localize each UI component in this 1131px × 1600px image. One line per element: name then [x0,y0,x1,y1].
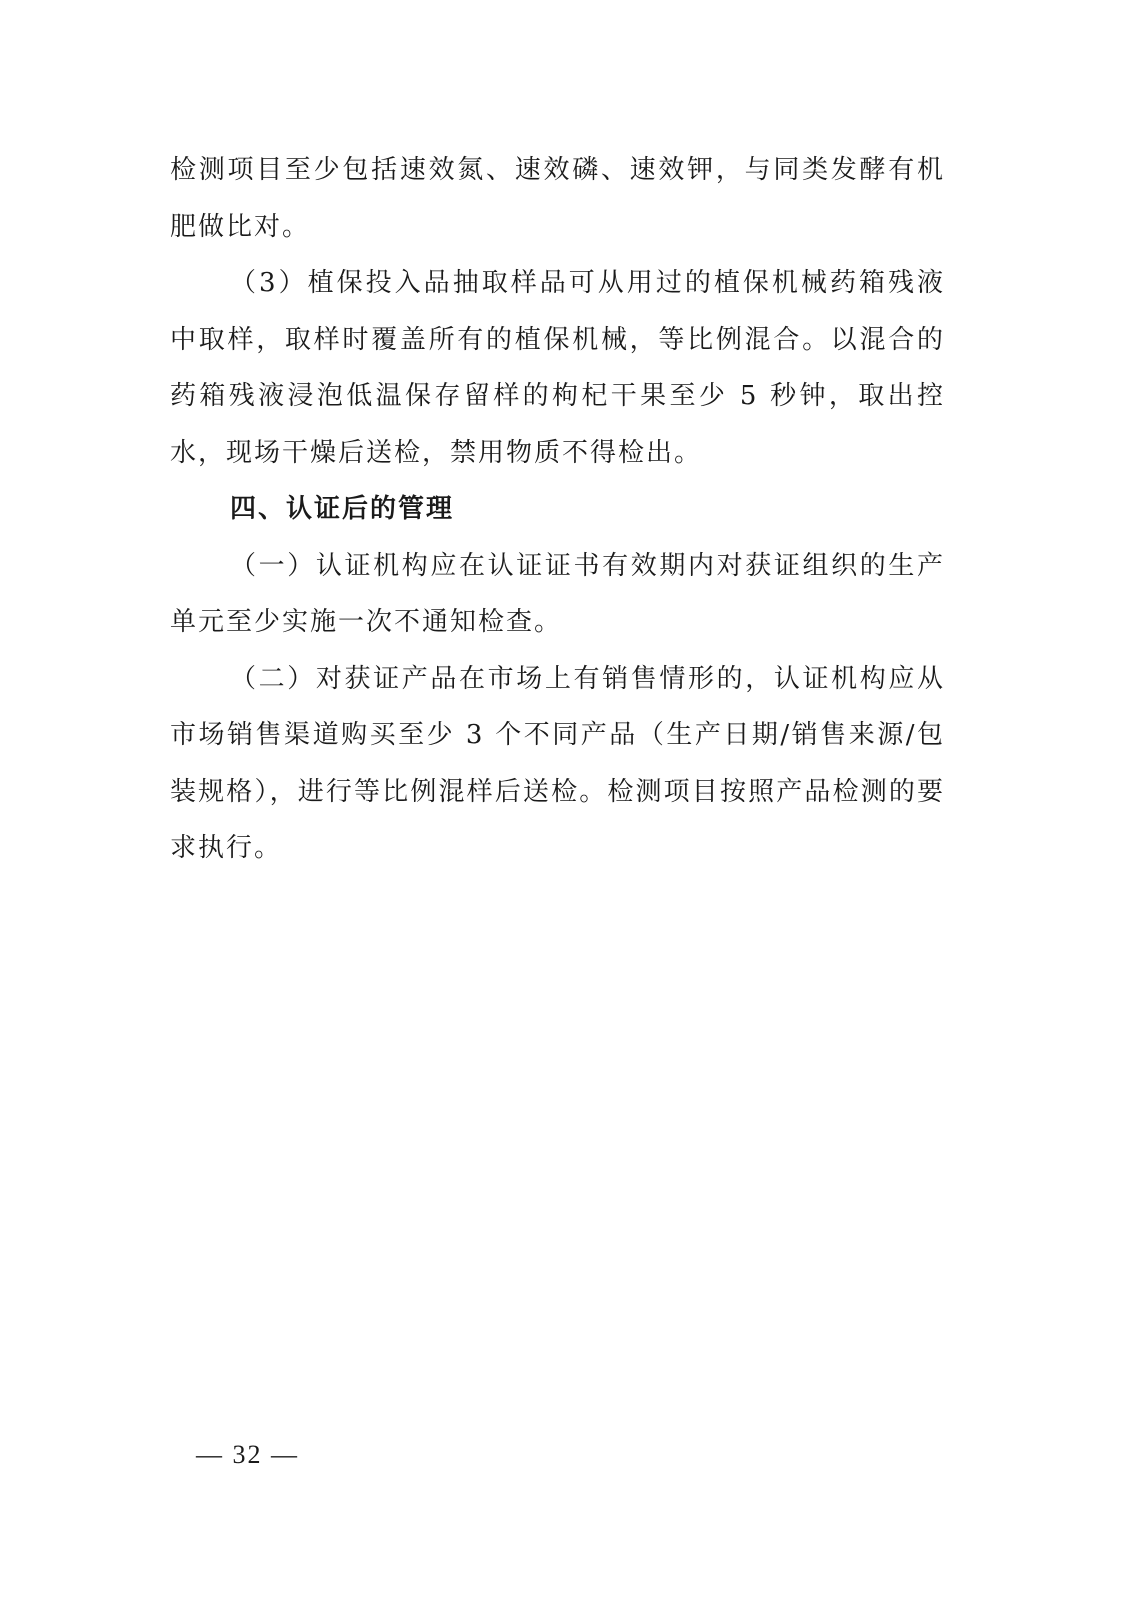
paragraph-sampling-rule: （3）植保投入品抽取样品可从用过的植保机械药箱残液中取样，取样时覆盖所有的植保机械，等比例混合。以混合的药箱残液浸泡低温保存留样的枸杞干果至少 5 秒钟，取出控水，现场干燥后送检，禁用物质不得检出。 [170,268,945,468]
paragraph-continuation: 检测项目至少包括速效氮、速效磷、速效钾，与同类发酵有机肥做比对。 [170,155,945,242]
body-text [170,142,945,877]
paragraph-item-1: （一）认证机构应在认证证书有效期内对获证组织的生产单元至少实施一次不通知检查。 [170,550,945,637]
page-number: — 32 — [196,1440,299,1469]
section-heading: 四、认证后的管理 [230,494,455,524]
paragraph-item-2: （二）对获证产品在市场上有销售情形的，认证机构应从市场销售渠道购买至少 3 个不同产品（生产日期/销售来源/包装规格），进行等比例混样后送检。检测项目按照产品检测的要求执行。 [170,663,945,863]
